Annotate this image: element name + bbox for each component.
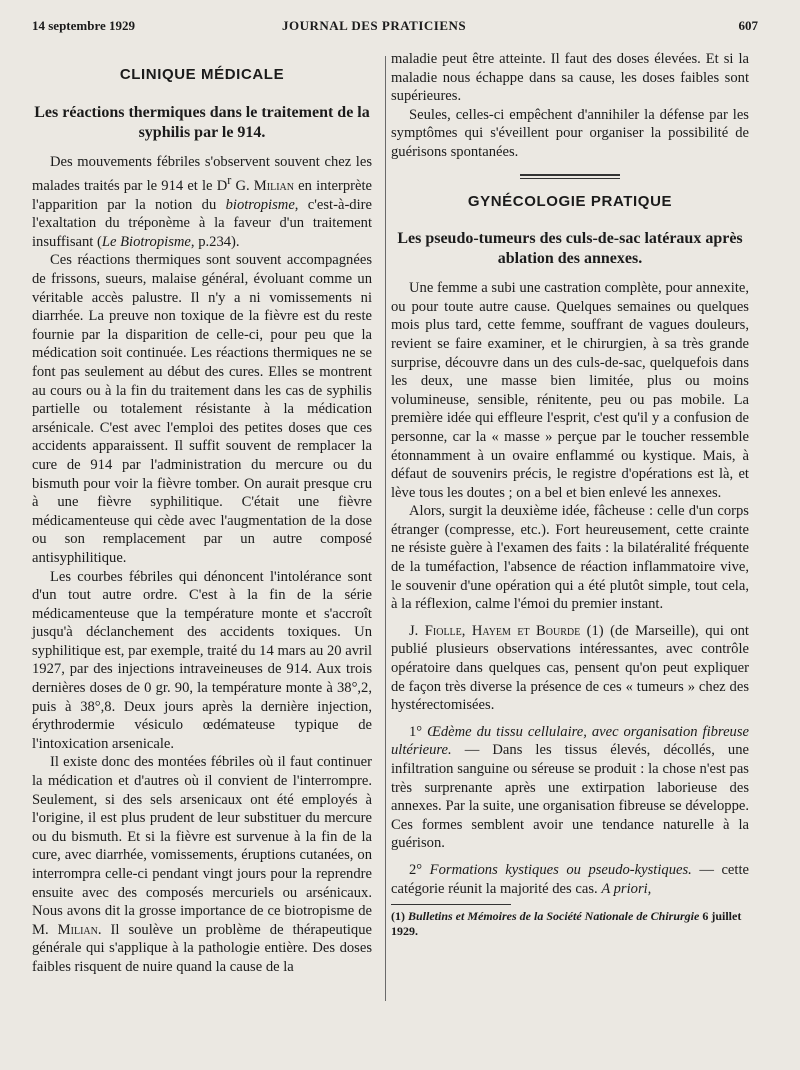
header-journal-title: JOURNAL DES PRATICIENS	[282, 18, 467, 33]
running-head	[32, 18, 758, 38]
paragraph: Alors, surgit la deuxième idée, fâcheuse : celle d'un corps étranger (compresse, etc.). Fort heureusement, cette crainte ne résiste guère à l'examen des faits : la bilatéralité fréquente de la tuméfaction, l'absence de réaction inflammatoire vive, le souvenir d'une opération qui a été plutôt simple, tout cela, à la réflexion, calme l'émoi du premier instant.	[391, 503, 749, 613]
footnote-rule	[391, 904, 511, 905]
paragraph: Les courbes fébriles qui dénoncent l'intolérance sont d'un tout autre ordre. C'est à la fin de la série médicamenteuse que la température monte et s'accroît jusqu'à déclanchement des accidents toxiques. Un syphilitique est, par exemple, traité du 14 mars au 20 avril 1927, par des injections intraveineuses de 914. Aux trois dernières doses de 0 gr. 90, la température monte à 38°,2, puis à 38°,8. Deux jours après la dernière injection, érythrodermie vésiculo œdémateuse typique de l'intoxication arsenicale.	[32, 568, 372, 752]
paragraph: Ces réactions thermiques sont souvent accompagnées de frissons, sueurs, malaise général, évoluant comme un véritable accès palustre. Il n'y a ni vomissements ni diarrhée. La preuve non toxique de la fièvre est du reste fournie par la disparition de celle-ci, pour peu que la médication soit continuée. Les réactions thermiques ne se font pas seulement au début des cures. Elles se montrent au cours ou à la fin du traitement dans les cas de syphilis partielle ou totalement résistante à la médication arsénicale. C'est avec l'emploi des petites doses que ces accidents apparaissent. Il suffit souvent de remplacer la cure de 914 par l'administration du mercure ou du bismuth pour voir la fièvre tomber. On aurait presque cru à une fièvre syphilitique. C'était une fièvre médicamenteuse qui cède avec l'augmentation de la dose ou son remplacement par un autre composé antisyphilitique.	[32, 252, 372, 566]
section-heading-clinique: CLINIQUE MÉDICALE	[119, 66, 285, 83]
column-divider	[385, 56, 386, 1001]
paragraph: J. Fiolle, Hayem et Bourde (1) (de Marseille), qui ont publié plusieurs observations intéressantes, avec contrôle opératoire dans quelques cas, pensent qu'on peut expliquer de façon très diverse la présence de ces « tumeurs » chez des hystérectomisées.	[391, 622, 749, 714]
article-title-pseudo-tumeurs: Les pseudo-tumeurs des culs-de-sac latéraux après ablation des annexes.	[397, 230, 743, 268]
section-separator	[520, 174, 620, 179]
left-column	[32, 58, 372, 977]
paragraph-continued: maladie peut être atteinte. Il faut des doses élevées. Et si la maladie nous échappe dans sa cause, les doses faibles sont supérieures.	[391, 51, 749, 105]
section-heading-gynecologie: GYNÉCOLOGIE PRATIQUE	[467, 192, 673, 210]
header-date: 14 septembre 1929	[32, 18, 136, 33]
right-column	[391, 50, 749, 939]
paragraph: 1° Œdème du tissu cellulaire, avec organisation fibreuse ultérieure. — Dans les tissus élevés, décollés, une infiltration sanguine ou séreuse se produit : la chose n'est pas très surprenante après une extirpation laborieuse des annexes. Par la suite, une organisation fibreuse se développe. Ces formes semblent avoir une tendance naturelle à la guérison.	[391, 723, 749, 852]
article-title-reactions: Les réactions thermiques dans le traitement de la syphilis par le 914.	[34, 103, 370, 141]
paragraph: Il existe donc des montées fébriles où il faut continuer la médication et d'autres où il convient de l'interrompre. Seulement, si des sels arsenicaux ont été employés à l'origine, il est plus prudent de leur substituer du mercure ou du bismuth. Et si la fièvre est survenue à la fin de la cure, avec diarrhée, vomissements, éruptions cutanées, on interrompra celle-ci pendant vingt jours pour la reprendre ensuite avec des composés mercuriels ou arsénicaux. Nous avons dit la grosse importance de ce biotropisme de M. Milian. Il soulève un problème de thérapeutique générale qui s'applique à la pathologie entière. Des doses faibles risquent de nuire quand la cause de la	[32, 754, 372, 975]
paragraph: Une femme a subi une castration complète, pour annexite, ou pour toute autre cause. Quelques semaines ou quelques mois plus tard, cette femme, souffrant de vagues douleurs, revient se faire examiner, et le chirurgien, à sa très grande surprise, découvre dans un des culs-de-sac, quelquefois dans les deux, une masse bien limitée, plus ou moins volumineuse, sensible, rénitente, peu ou pas mobile. La première idée qui effleure l'esprit, c'est qu'il y a confusion de personne, car la « masse » perçue par le toucher ressemble étonnamment à un ovaire enflammé ou kystique. Mais, à défaut de souvenirs précis, le registre d'opérations est là, et lève tous les doutes ; on a bel et bien enlevé les annexes.	[391, 280, 749, 501]
header-page-number: 607	[738, 18, 758, 33]
paragraph: Des mouvements fébriles s'observent souvent chez les malades traités par le 914 et le $D^r$ G. Milian en interprète l'apparition par la notion du biotropisme, c'est-à-dire l'exaltation du tréponème à la faveur d'un traitement insuffisant (Le Biotropisme, p.234).	[32, 153, 372, 250]
footnote: (1) Bulletins et Mémoires de la Société Nationale de Chirurgie 6 juillet 1929.	[391, 909, 742, 939]
paragraph: 2° Formations kystiques ou pseudo-kystiques. — cette catégorie réunit la majorité des cas. A priori,	[391, 861, 749, 897]
paragraph: Seules, celles-ci empêchent d'annihiler la défense par les symptômes qui s'éveillent pour organiser la possibilité de guérisons spontanées.	[391, 106, 749, 160]
